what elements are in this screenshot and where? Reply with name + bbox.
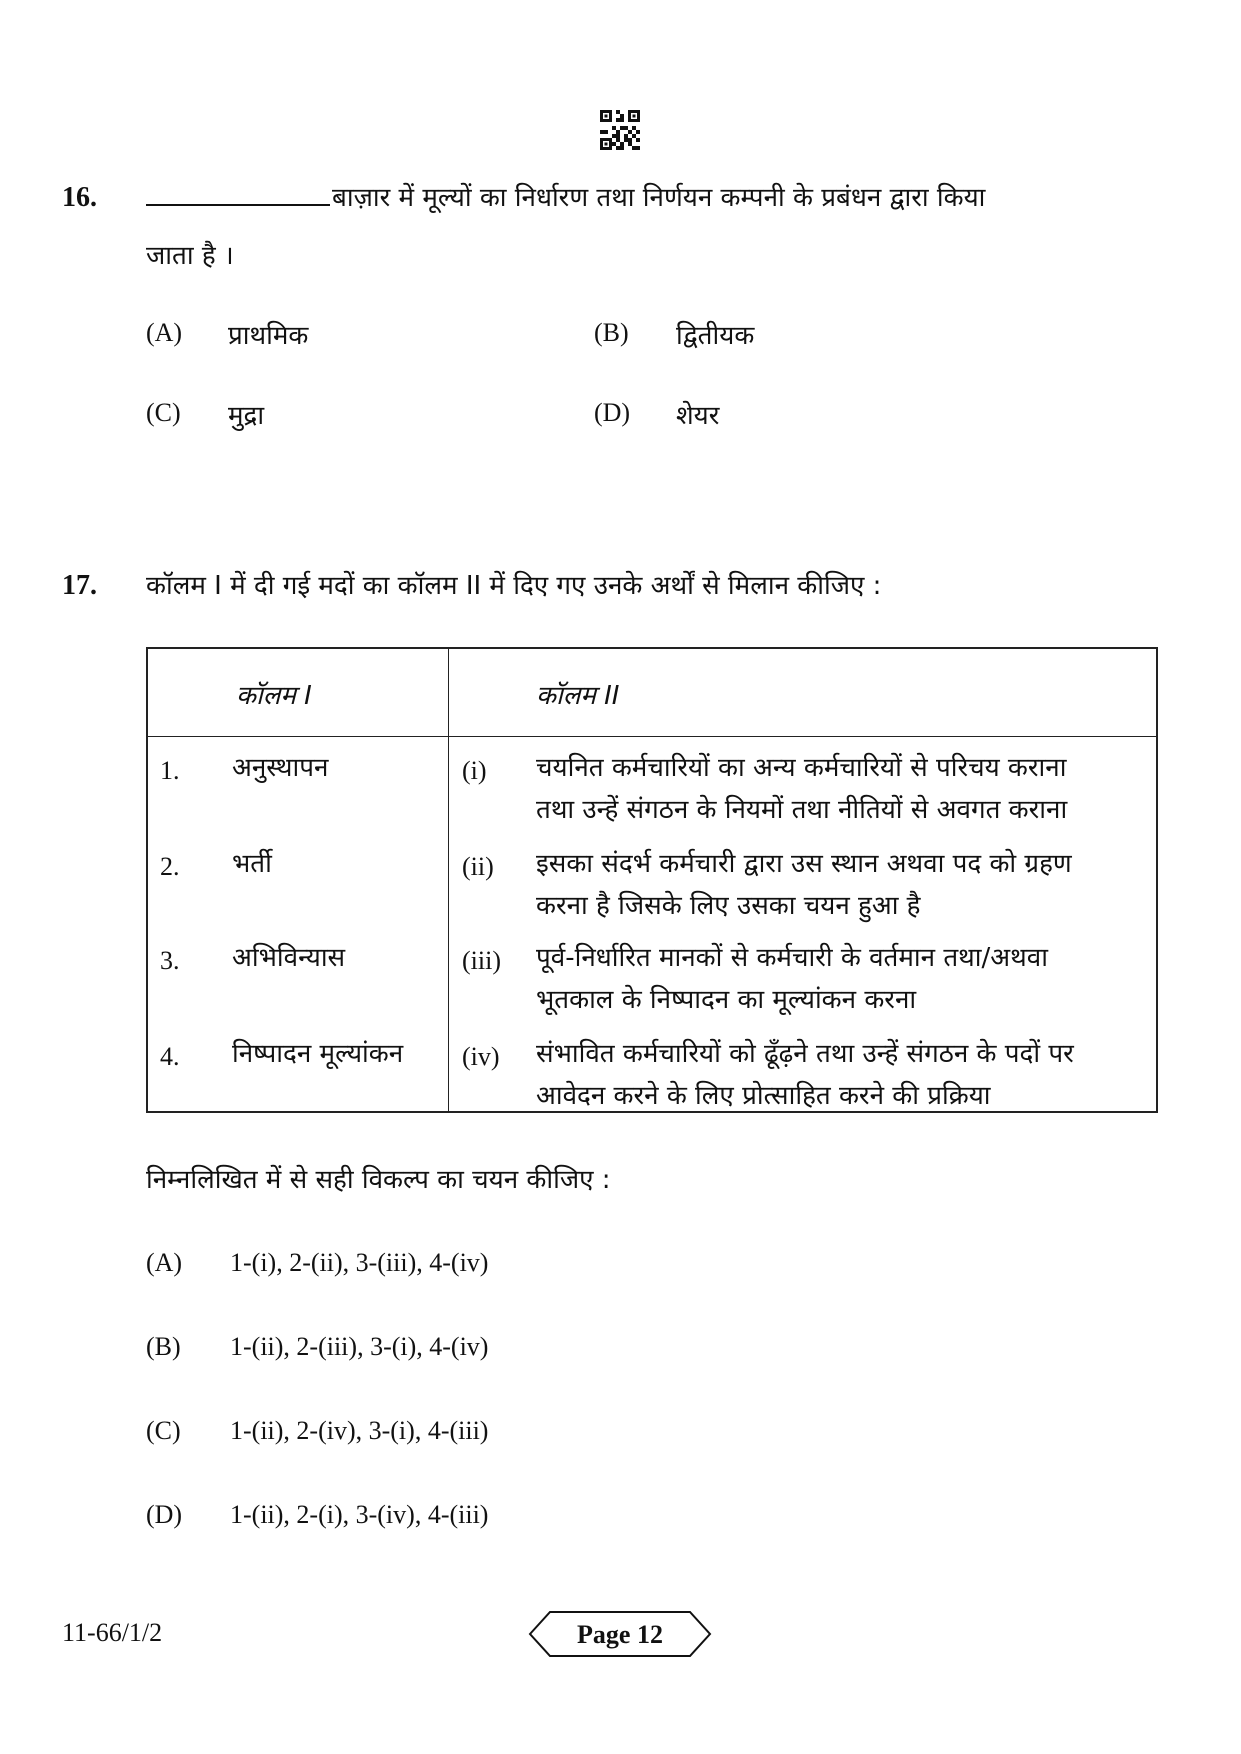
table-row-2-roman: (ii) bbox=[462, 852, 494, 881]
q16-option-c-label: (C) bbox=[146, 398, 181, 427]
q16-option-c-text: मुद्रा bbox=[228, 401, 265, 431]
table-header-divider bbox=[146, 736, 1158, 737]
q17-option-b-text: 1-(ii), 2-(iii), 3-(i), 4-(iv) bbox=[230, 1332, 489, 1361]
page-number-label: Page 12 bbox=[577, 1620, 663, 1649]
table-row-3-roman: (iii) bbox=[462, 946, 501, 975]
question-16-text: बाज़ार में मूल्यों का निर्धारण तथा निर्णयन कम्पनी के प्रबंधन द्वारा किया bbox=[332, 183, 986, 213]
q16-option-a-label: (A) bbox=[146, 318, 183, 347]
table-column-divider bbox=[448, 647, 449, 1113]
question-16-line-2: जाता है । bbox=[146, 241, 234, 271]
question-16-line-1 bbox=[146, 178, 985, 214]
q16-option-d-text: शेयर bbox=[676, 401, 720, 431]
table-row-2-item: भर्ती bbox=[232, 849, 272, 879]
table-row-4-meaning-line-2: आवेदन करने के लिए प्रोत्साहित करने की प्रक्रिया bbox=[536, 1081, 991, 1111]
question-number-16: 16. bbox=[62, 182, 97, 213]
qr-code-icon bbox=[600, 110, 640, 150]
table-row-3-number: 3. bbox=[160, 946, 180, 975]
table-row-1-meaning-line-1: चयनित कर्मचारियों का अन्य कर्मचारियों से परिचय कराना bbox=[536, 753, 1067, 783]
table-row-1-item: अनुस्थापन bbox=[232, 753, 329, 783]
table-row-4-meaning-line-1: संभावित कर्मचारियों को ढूँढ़ने तथा उन्हें संगठन के पदों पर bbox=[536, 1039, 1074, 1069]
table-row-4-item: निष्पादन मूल्यांकन bbox=[232, 1039, 404, 1069]
table-row-1-number: 1. bbox=[160, 756, 180, 785]
table-row-4-number: 4. bbox=[160, 1042, 180, 1071]
q17-option-b-label: (B) bbox=[146, 1332, 181, 1361]
q16-option-a-text: प्राथमिक bbox=[228, 321, 309, 351]
table-row-2-meaning-line-2: करना है जिसके लिए उसका चयन हुआ है bbox=[536, 891, 921, 921]
table-row-2-number: 2. bbox=[160, 852, 180, 881]
table-row-2-meaning-line-1: इसका संदर्भ कर्मचारी द्वारा उस स्थान अथवा पद को ग्रहण bbox=[536, 849, 1072, 879]
table-row-3-item: अभिविन्यास bbox=[232, 943, 346, 973]
page-number-badge bbox=[528, 1610, 712, 1658]
table-row-3-meaning-line-1: पूर्व-निर्धारित मानकों से कर्मचारी के वर्तमान तथा/अथवा bbox=[536, 943, 1048, 973]
q17-option-a-text: 1-(i), 2-(ii), 3-(iii), 4-(iv) bbox=[230, 1248, 489, 1277]
table-row-1-roman: (i) bbox=[462, 756, 487, 785]
table-row-1-meaning-line-2: तथा उन्हें संगठन के नियमों तथा नीतियों से अवगत कराना bbox=[536, 795, 1068, 825]
q17-option-a-label: (A) bbox=[146, 1248, 183, 1277]
q17-option-d-text: 1-(ii), 2-(i), 3-(iv), 4-(iii) bbox=[230, 1500, 489, 1529]
choose-option-instruction: निम्नलिखित में से सही विकल्प का चयन कीजिए : bbox=[146, 1165, 611, 1195]
q17-option-c-text: 1-(ii), 2-(iv), 3-(i), 4-(iii) bbox=[230, 1416, 489, 1445]
q17-option-c-label: (C) bbox=[146, 1416, 181, 1445]
q16-option-d-label: (D) bbox=[594, 398, 631, 427]
table-row-4-roman: (iv) bbox=[462, 1042, 500, 1071]
q16-option-b-text: द्वितीयक bbox=[676, 321, 755, 351]
question-number-17: 17. bbox=[62, 570, 97, 601]
paper-code: 11-66/1/2 bbox=[62, 1618, 163, 1647]
question-17-instruction: कॉलम I में दी गई मदों का कॉलम II में दिए गए उनके अर्थों से मिलान कीजिए : bbox=[146, 571, 882, 601]
fill-in-blank bbox=[146, 203, 330, 206]
table-header-column-2: कॉलम II bbox=[536, 681, 620, 711]
q16-option-b-label: (B) bbox=[594, 318, 629, 347]
q17-option-d-label: (D) bbox=[146, 1500, 183, 1529]
table-row-3-meaning-line-2: भूतकाल के निष्पादन का मूल्यांकन करना bbox=[536, 985, 917, 1015]
table-header-column-1: कॉलम I bbox=[236, 681, 312, 711]
